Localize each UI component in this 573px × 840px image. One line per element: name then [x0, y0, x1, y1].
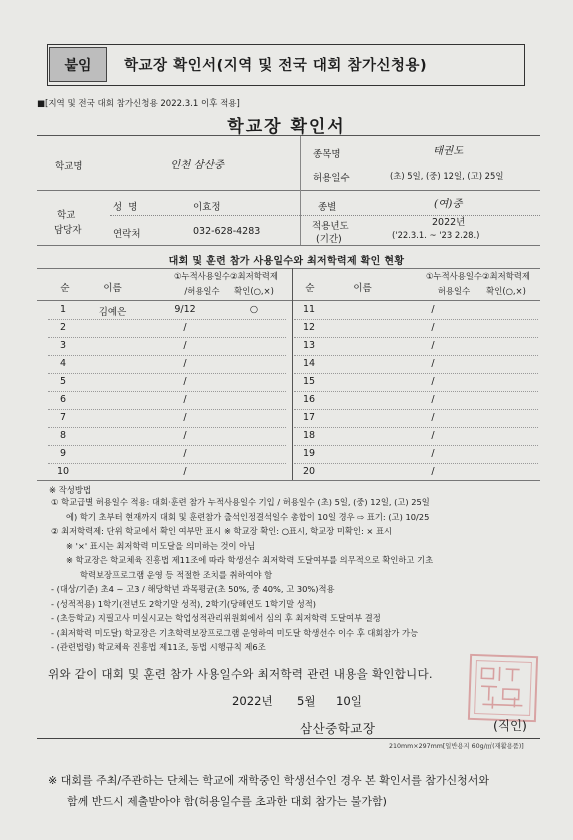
row-days: / — [183, 376, 187, 387]
table-bottom-rule — [37, 480, 540, 481]
row-number: 11 — [302, 304, 316, 315]
header-title: 학교장 확인서(지역 및 전국 대회 참가신청용) — [124, 58, 428, 74]
method-line: - (성적적용) 1학기(전년도 2학기말 성적), 2학기(당해연도 1학기말 성적) — [51, 598, 317, 609]
row-number: 19 — [302, 448, 316, 459]
row-number: 6 — [59, 394, 67, 405]
row-days: / — [183, 430, 187, 441]
method-line: - (대상/기준) 초4 ~ 고3 / 해당학년 과목평균(초 50%, 중 40%, 고 30%)적용 — [51, 584, 335, 594]
row-rule — [48, 355, 286, 356]
col-name-left: 이름 — [103, 283, 122, 294]
row-days: / — [183, 394, 187, 405]
row-number: 14 — [302, 358, 316, 369]
row-number: 4 — [59, 358, 67, 369]
row-days: / — [431, 304, 435, 315]
method-line: - (관련법령) 학교체육 진흥법 제11조, 동법 시행규칙 제6조 — [51, 642, 266, 652]
row-rule — [294, 463, 538, 464]
confirm-text: 위와 같이 대회 및 훈련 참가 사용일수와 최저학력 관련 내용을 확인합니다. — [48, 667, 433, 681]
col-min-right-2: 확인(○,×) — [486, 286, 526, 296]
row-number: 10 — [56, 466, 70, 477]
date-year: 2022년 — [232, 694, 273, 708]
info-rule-1 — [37, 190, 540, 191]
method-line: ※ '×' 표시는 최저학력 미도달을 의미하는 것이 아님 — [66, 540, 256, 551]
row-rule — [294, 373, 538, 374]
name-value: 이효정 — [193, 202, 221, 213]
doc-title: 학교장 확인서 — [227, 117, 346, 137]
col-days-left-1: ①누적사용일수 — [173, 271, 231, 281]
date-day: 10일 — [336, 694, 362, 708]
col-days-right-1: ①누적사용일수 — [425, 271, 483, 281]
bottom-note-2: 함께 반드시 제출받아야 함(허용일수를 초과한 대회 참가는 불가함) — [67, 795, 387, 808]
application-note: ■[지역 및 전국 대회 참가신청용 2022.3.1 이후 적용] — [37, 99, 240, 109]
row-rule — [48, 427, 286, 428]
row-number: 9 — [59, 448, 67, 459]
row-number: 15 — [302, 376, 316, 387]
days-label: 허용일수 — [313, 173, 350, 184]
method-line: ① 학교급별 허용일수 적용: 대회·훈련 참가 누적사용일수 기입 / 허용일수 (초) 5일, (중) 12일, (고) 25일 — [51, 497, 430, 507]
row-days: / — [183, 448, 187, 459]
name-label: 성 명 — [113, 202, 138, 213]
row-days: / — [431, 340, 435, 351]
year-label-2: (기간) — [316, 234, 342, 245]
row-number: 5 — [59, 376, 67, 387]
row-rule — [48, 409, 286, 410]
row-number: 20 — [302, 466, 316, 477]
col-days-right-2: 허용일수 — [437, 286, 471, 296]
info-top-rule — [37, 135, 540, 136]
year-value-2: ('22.3.1. ~ '23 2.28.) — [392, 230, 480, 240]
method-line: 학력보장프로그램 운영 등 적절한 조치를 취하여야 함 — [80, 569, 273, 580]
col-min-right-1: ②최저학력제 — [482, 271, 530, 281]
date-month: 5월 — [297, 694, 316, 708]
row-rule — [294, 409, 538, 410]
row-days: / — [183, 466, 187, 477]
row-rule — [48, 319, 286, 320]
row-rule — [294, 445, 538, 446]
form-bottom-rule — [37, 738, 540, 739]
school-value: 인천 삼산중 — [170, 159, 225, 171]
row-days: / — [183, 358, 187, 369]
row-number: 1 — [59, 304, 67, 315]
table-top-rule — [37, 268, 540, 269]
row-days: / — [431, 376, 435, 387]
info-rule-2 — [110, 215, 540, 216]
method-title: ※ 작성방법 — [49, 485, 92, 495]
row-rule — [48, 463, 286, 464]
row-number: 8 — [59, 430, 67, 441]
row-number: 18 — [302, 430, 316, 441]
row-days: / — [183, 412, 187, 423]
row-rule — [48, 391, 286, 392]
row-number: 13 — [302, 340, 316, 351]
col-name-right: 이름 — [353, 283, 372, 294]
sport-value: 태권도 — [433, 145, 464, 157]
row-check: ○ — [249, 304, 259, 315]
row-number: 2 — [59, 322, 67, 333]
phone-label: 연락처 — [113, 229, 141, 240]
row-days: / — [431, 448, 435, 459]
row-name: 김예은 — [98, 307, 127, 318]
table-title: 대회 및 훈련 참가 사용일수와 최저학력제 확인 현황 — [168, 256, 405, 267]
info-rule-3 — [37, 245, 540, 246]
row-days: / — [431, 322, 435, 333]
row-days: / — [431, 394, 435, 405]
days-value: (초) 5일, (중) 12일, (고) 25일 — [390, 171, 504, 181]
table-center-divider — [292, 268, 293, 480]
type-value: (여)중 — [434, 198, 463, 210]
col-min-left-2: 확인(○,×) — [234, 286, 274, 296]
sport-label: 종목명 — [313, 149, 341, 160]
method-line: ※ 학교장은 학교체육 진흥법 제11조에 따라 학생선수 최저학력 도달여부를 의무적으로 확인하고 기초 — [66, 555, 434, 565]
col-days-left-2: /허용일수 — [184, 286, 220, 296]
row-number: 12 — [302, 322, 316, 333]
school-label: 학교명 — [55, 161, 83, 172]
row-rule — [48, 373, 286, 374]
row-rule — [294, 355, 538, 356]
school-principal: 삼산중학교장 — [300, 721, 376, 736]
col-no-right: 순 — [305, 283, 315, 294]
method-line: - (초등학교) 지필고사 미실시교는 학업성적관리위원회에서 심의 후 최저학력 도달여부 결정 — [51, 613, 381, 623]
row-days: / — [431, 466, 435, 477]
row-rule — [294, 337, 538, 338]
year-label-1: 적용년도 — [312, 221, 349, 232]
method-line: ② 최저학력제: 단위 학교에서 확인 여부만 표시 ※ 학교장 확인: ○표시, 학교장 미확인: × 표시 — [51, 526, 393, 536]
row-days: / — [431, 430, 435, 441]
row-rule — [294, 319, 538, 320]
row-rule — [48, 445, 286, 446]
col-min-left-1: ②최저학력제 — [230, 271, 278, 281]
row-days: / — [183, 340, 187, 351]
row-rule — [294, 391, 538, 392]
info-divider — [300, 136, 301, 245]
row-number: 3 — [59, 340, 67, 351]
contact-label-2: 담당자 — [54, 225, 82, 236]
row-days: / — [431, 412, 435, 423]
method-line: - (최저학력 미도달) 학교장은 기초학력보장프로그램 운영하여 미도달 학생선수 이수 후 대회참가 가능 — [51, 627, 419, 638]
attachment-tag: 붙임 — [49, 47, 107, 82]
row-days: / — [183, 322, 187, 333]
method-line: 에) 학기 초부터 현재까지 대회 및 훈련참가 출석인정결석일수 총합이 10일 경우 ⇨ 표기: (고) 10/25 — [66, 511, 430, 522]
paper-size: 210mm×297mm[일반용지 60g/㎡(재활용품)] — [389, 743, 524, 750]
bottom-note-1: ※ 대회를 주최/주관하는 단체는 학교에 재학중인 학생선수인 경우 본 확인서를 참가신청서와 — [48, 774, 490, 787]
type-label: 종별 — [318, 202, 337, 213]
row-rule — [294, 427, 538, 428]
row-number: 7 — [59, 412, 67, 423]
table-header-rule — [37, 300, 540, 301]
row-days: 9/12 — [174, 304, 196, 315]
official-seal-icon — [468, 654, 538, 722]
phone-value: 032-628-4283 — [193, 226, 261, 237]
row-days: / — [431, 358, 435, 369]
row-rule — [48, 337, 286, 338]
col-no-left: 순 — [60, 283, 70, 294]
row-number: 17 — [302, 412, 316, 423]
contact-label-1: 학교 — [57, 210, 76, 221]
year-value-1: 2022년 — [432, 217, 466, 228]
row-number: 16 — [302, 394, 316, 405]
seal-label: (직인) — [493, 718, 527, 733]
